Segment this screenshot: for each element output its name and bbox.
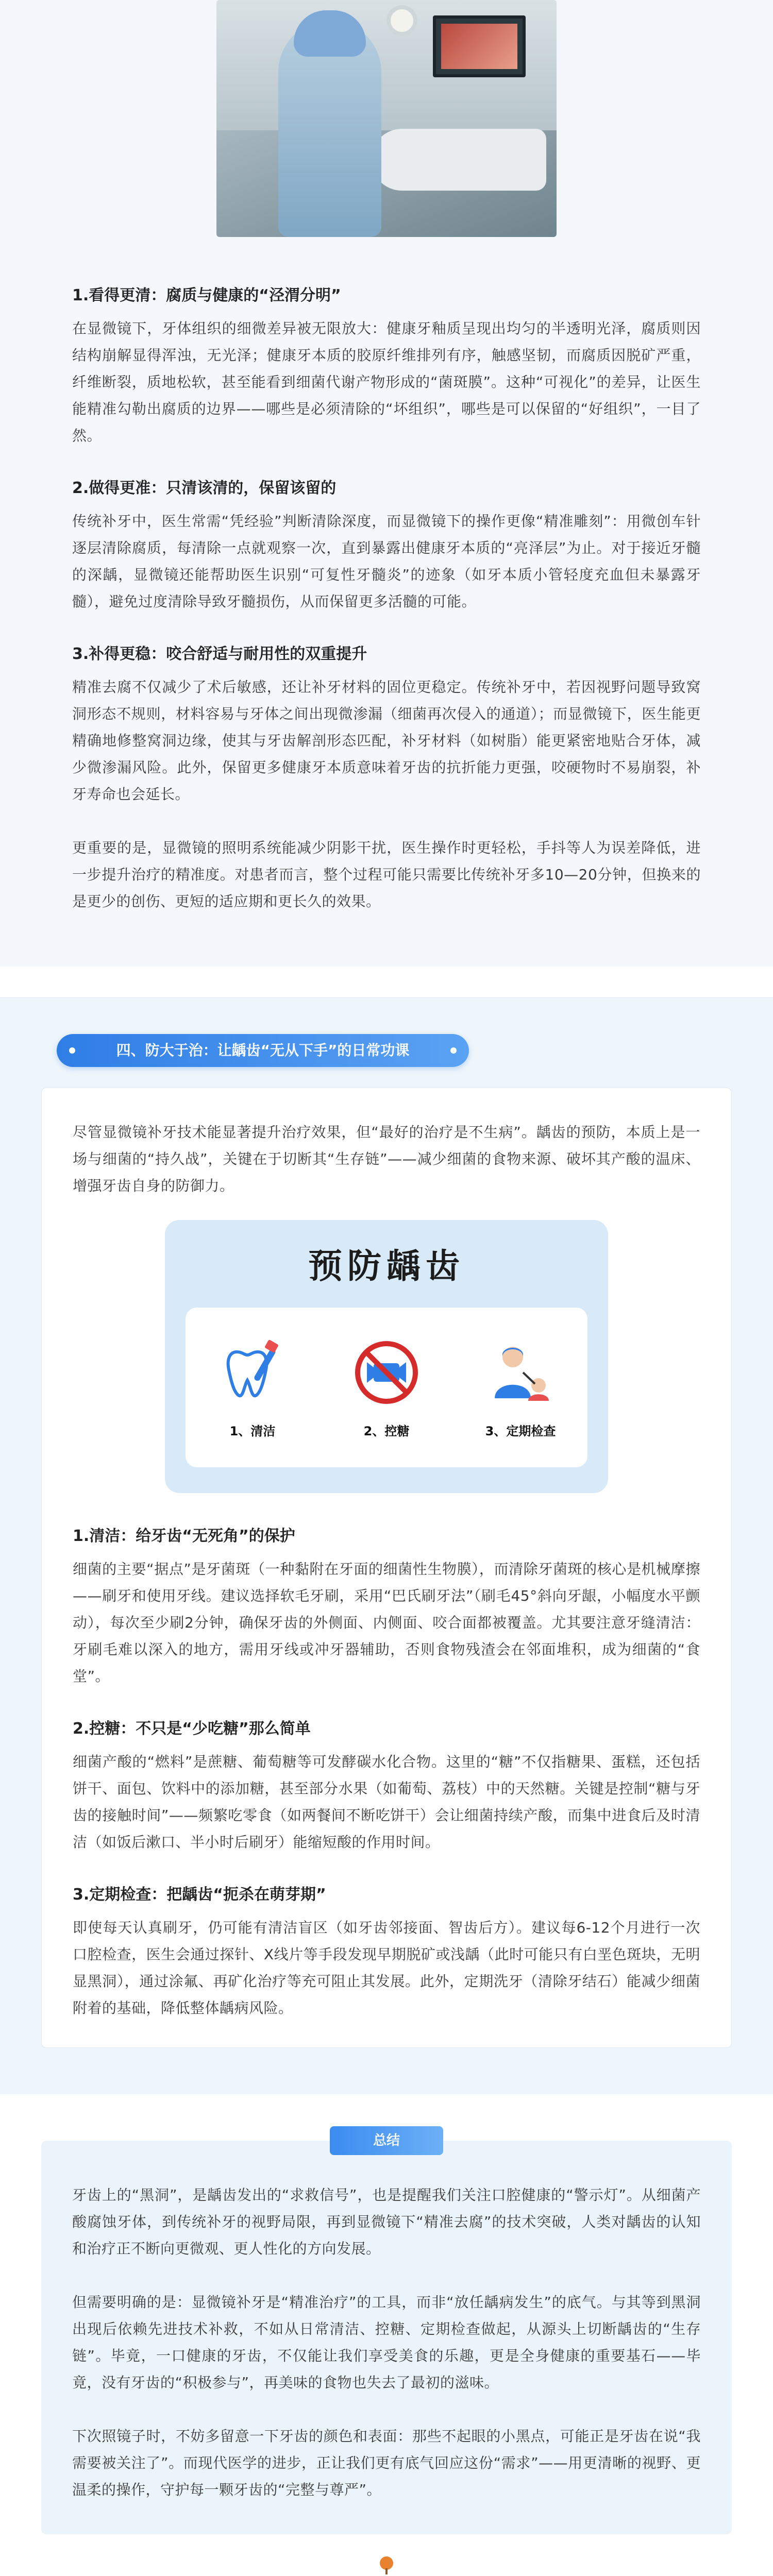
prevention-tip-heading-2: 2.控糖：不只是“少吃糖”那么简单 <box>73 1720 311 1738</box>
prevention-section <box>0 997 773 2094</box>
no-sugar-icon <box>350 1336 423 1409</box>
benefit-body-3: 精准去腐不仅减少了术后敏感，还让补牙材料的固位更稳定。传统补牙中，若因视野问题导致窝洞形态不规则，材料容易与牙体之间出现微渗漏（细菌再次侵入的通道）；而显微镜下，医生能更精确地修整窝洞边缘，使其与牙齿解剖形态匹配，补牙材料（如树脂）能更紧密地贴合牙体，减少微渗漏风险。此外，保留更多健康牙本质意味着牙齿的抗折能力更强，咬硬物时不易崩裂，补牙寿命也会延长。 <box>72 679 701 803</box>
prevention-item-sugar <box>330 1336 443 1439</box>
benefit-body-2: 传统补牙中，医生常需“凭经验”判断清除深度，而显微镜下的操作更像“精准雕刻”：用微创车针逐层清除腐质，每清除一点就观察一次，直到暴露出健康牙本质的“亮泽层”为止。对于接近牙髓的深龋，显微镜还能帮助医生识别“可复性牙髓炎”的迹象（如牙本质小管轻度充血但未暴露牙髓），避免过度清除导致牙髓损伤，从而保留更多活髓的可能。 <box>72 513 701 610</box>
prevention-card <box>41 1088 732 2048</box>
prevention-tip-body-3: 即使每天认真刷牙，仍可能有清洁盲区（如牙齿邻接面、智齿后方）。建议每6-12个月进行一次口腔检查，医生会通过探针、X线片等手段发现早期脱矿或浅龋（此时可能只有白垩色斑块，无明显黑洞），通过涂氟、再矿化治疗等充可阻止其发展。此外，定期洗牙（清除牙结石）能减少细菌附着的基础，降低整体龋病风险。 <box>73 1919 700 2016</box>
benefit-heading-2: 2.做得更准：只清该清的，保留该留的 <box>72 479 337 497</box>
tooth-brush-icon <box>216 1336 289 1409</box>
dental-checkup-icon <box>484 1336 557 1409</box>
prevention-tip-1 <box>73 1524 700 1690</box>
dental-operation-photo <box>216 0 557 237</box>
benefit-heading-3: 3.补得更稳：咬合舒适与耐用性的双重提升 <box>72 645 367 663</box>
prevention-tip-2 <box>73 1717 700 1856</box>
benefit-heading-1: 1.看得更清：腐质与健康的“泾渭分明” <box>72 286 341 304</box>
prevention-tip-heading-1: 1.清洁：给牙齿“无死角”的保护 <box>73 1527 295 1545</box>
benefit-body-1: 在显微镜下，牙体组织的细微差异被无限放大：健康牙釉质呈现出均匀的半透明光泽，腐质则因结构崩解显得浑浊，无光泽；健康牙本质的胶原纤维排列有序，触感坚韧，而腐质因脱矿严重，纤维断裂，质地松软，甚至能看到细菌代谢产物形成的“菌斑膜”。这种“可视化”的差异，让医生能精准勾勒出腐质的边界——哪些是必须清除的“坏组织”，哪些是可以保留的“好组织”，一目了然。 <box>72 320 701 444</box>
summary-paragraph-2: 但需要明确的是：显微镜补牙是“精准治疗”的工具，而非“放任龋病发生”的底气。与其等到黑洞出现后依赖先进技术补救，不如从日常清洁、控糖、定期检查做起，从源头上切断龋齿的“生存链”。毕竟，一口健康的牙齿，不仅能让我们享受美食的乐趣，更是全身健康的重要基石——毕竟，没有牙齿的“积极参与”，再美味的食物也失去了最初的滋味。 <box>72 2294 701 2391</box>
prevention-label-checkup: 3、定期检查 <box>485 1423 556 1438</box>
prevention-graphic-title: 预防龋齿 <box>308 1246 465 1286</box>
section-title-prevention: 四、防大于治：让龋齿“无从下手”的日常功课 <box>57 1034 469 1067</box>
benefit-closing: 更重要的是，显微镜的照明系统能减少阴影干扰，医生操作时更轻松，手抖等人为误差降低，进一步提升治疗的精准度。对患者而言，整个过程可能只需要比传统补牙多10—20分钟，但换来的是更少的创伤、更短的适应期和更长久的效果。 <box>72 839 701 910</box>
benefit-item-3 <box>72 642 701 808</box>
summary-label: 总结 <box>330 2126 443 2155</box>
tree-icon <box>376 2555 397 2575</box>
benefit-item-2 <box>72 476 701 615</box>
summary-section <box>0 2094 773 2576</box>
benefit-item-1 <box>72 283 701 449</box>
prevention-tip-heading-3: 3.定期检查：把龋齿“扼杀在萌芽期” <box>73 1886 326 1904</box>
prevention-tip-3 <box>73 1883 700 2022</box>
prevention-label-cleaning: 1、清洁 <box>229 1423 276 1438</box>
prevention-tip-body-2: 细菌产酸的“燃料”是蔗糖、葡萄糖等可发酵碳水化合物。这里的“糖”不仅指糖果、蛋糕，还包括饼干、面包、饮料中的添加糖，甚至部分水果（如葡萄、荔枝）中的天然糖。关键是控制“糖与牙齿的接触时间”——频繁吃零食（如两餐间不断吃饼干）会让细菌持续产酸，而集中进食后及时清洁（如饭后漱口、半小时后刷牙）能缩短酸的作用时间。 <box>73 1753 700 1851</box>
prevention-label-sugar: 2、控糖 <box>363 1423 410 1438</box>
prevention-item-cleaning <box>196 1336 309 1439</box>
prevention-item-checkup <box>464 1336 577 1439</box>
prevention-graphic <box>165 1220 608 1493</box>
summary-paragraph-3: 下次照镜子时，不妨多留意一下牙齿的颜色和表面：那些不起眼的小黑点，可能正是牙齿在说“我需要被关注了”。而现代医学的进步，正让我们更有底气回应这份“需求”——用更清晰的视野、更温柔的操作，守护每一颗牙齿的“完整与尊严”。 <box>72 2428 701 2498</box>
summary-box <box>41 2133 732 2534</box>
prevention-tip-body-1: 细菌的主要“据点”是牙菌斑（一种黏附在牙面的细菌性生物膜），而清除牙菌斑的核心是机械摩擦——刷牙和使用牙线。建议选择软毛牙刷，采用“巴氏刷牙法”（刷毛45°斜向牙龈，小幅度水平颤动），每次至少刷2分钟，确保牙齿的外侧面、内侧面、咬合面都被覆盖。尤其要注意牙缝清洁：牙刷毛难以深入的地方，需用牙线或冲牙器辅助，否则食物残渣会在邻面堆积，成为细菌的“食堂”。 <box>73 1561 700 1685</box>
prevention-intro: 尽管显微镜补牙技术能显著提升治疗效果，但“最好的治疗是不生病”。龋齿的预防，本质上是一场与细菌的“持久战”，关键在于切断其“生存链”——减少细菌的食物来源、破坏其产酸的温床、增强牙齿自身的防御力。 <box>73 1124 700 1194</box>
end-mark <box>41 2555 732 2576</box>
summary-paragraph-1: 牙齿上的“黑洞”，是龋齿发出的“求救信号”，也是提醒我们关注口腔健康的“警示灯”。从细菌产酸腐蚀牙体，到传统补牙的视野局限，再到显微镜下“精准去腐”的技术突破，人类对龋齿的认知和治疗正不断向更微观、更人性化的方向发展。 <box>72 2187 701 2257</box>
microscope-benefits-section <box>0 0 773 967</box>
